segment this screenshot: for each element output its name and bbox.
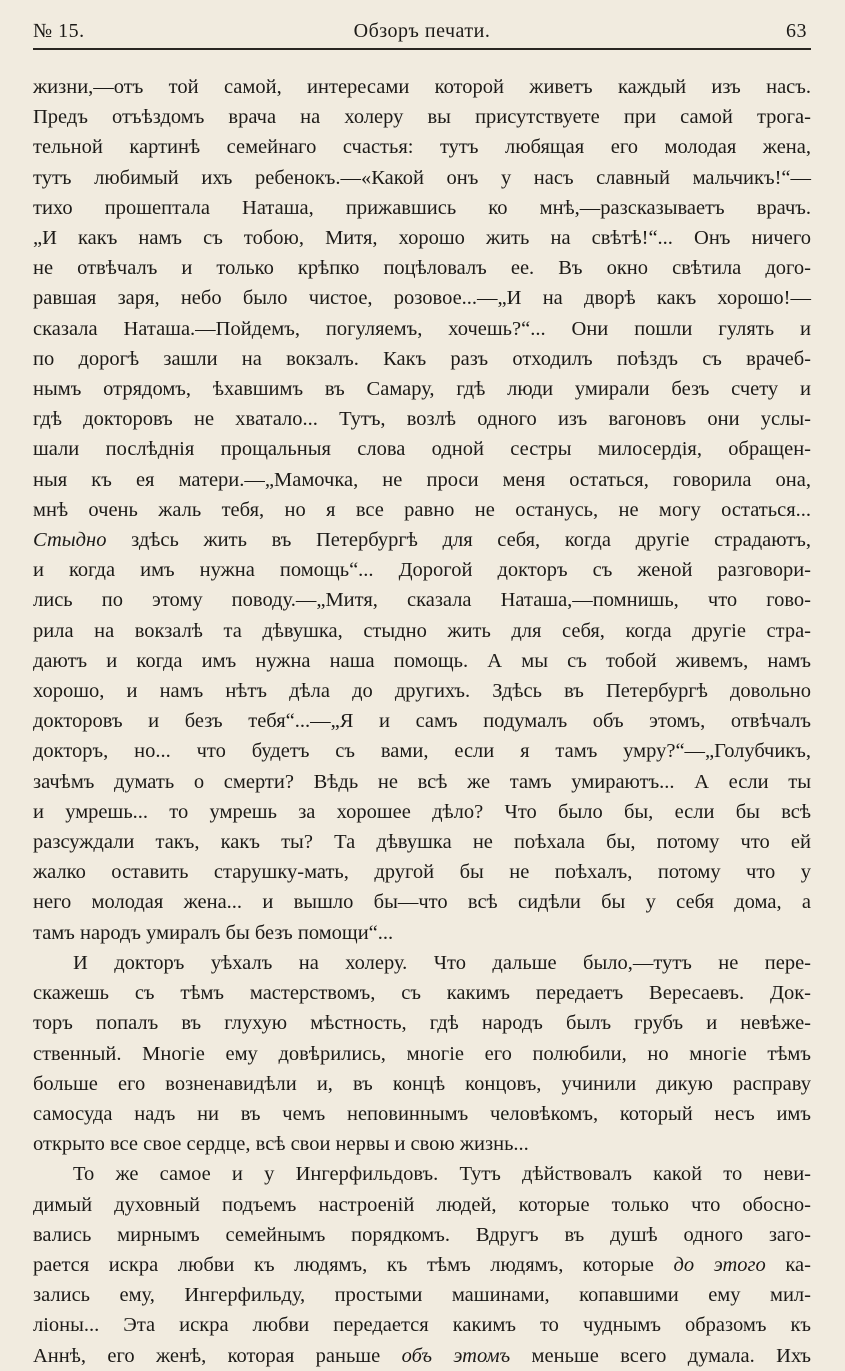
text-line bbox=[33, 616, 811, 646]
text-line bbox=[33, 1159, 811, 1189]
line-text: рила на вокзалѣ та дѣвушка, стыдно жить для себя, когда другіе стра- bbox=[33, 619, 811, 642]
article-body bbox=[33, 72, 811, 1371]
text-line bbox=[33, 1220, 811, 1250]
text-line bbox=[33, 404, 811, 434]
text-line bbox=[33, 978, 811, 1008]
line-text: докторовъ и безъ тебя“...—„Я и самъ подумалъ объ этомъ, отвѣчалъ bbox=[33, 710, 811, 733]
line-text: открыто все свое сердце, всѣ свои нервы и свою жизнь... bbox=[33, 1133, 529, 1156]
line-text: жалко оставить старушку-мать, другой бы не поѣхалъ, потому что у bbox=[33, 861, 811, 884]
line-text: тамъ народъ умиралъ бы безъ помощи“... bbox=[33, 921, 394, 944]
line-text: гдѣ докторовъ не хватало... Тутъ, возлѣ одного изъ вагоновъ они услы- bbox=[33, 408, 811, 431]
line-text: „И какъ намъ съ тобою, Митя, хорошо жить на свѣтѣ!“... Онъ ничего bbox=[33, 227, 811, 250]
line-text: больше его возненавидѣли и, въ концѣ концовъ, учинили дикую расправу bbox=[33, 1072, 811, 1095]
line-text: тихо прошептала Наташа, прижавшись ко мнѣ,—разсказываетъ врачъ. bbox=[33, 196, 811, 219]
page-header bbox=[33, 0, 811, 52]
text-line bbox=[33, 314, 811, 344]
line-text: вались мирнымъ семейнымъ порядкомъ. Вдругъ въ душѣ одного заго- bbox=[33, 1223, 811, 1246]
line-text: ка- bbox=[765, 1253, 811, 1276]
line-text: зались ему, Ингерфильду, простыми машинами, копавшими ему мил- bbox=[33, 1284, 811, 1307]
text-line bbox=[33, 1250, 811, 1280]
line-text: И докторъ уѣхалъ на холеру. Что дальше было,—тутъ не пере- bbox=[73, 951, 811, 974]
line-text: и когда имъ нужна помощь“... Дорогой докторъ съ женой разговори- bbox=[33, 559, 811, 582]
line-text: ныя къ ея матери.—„Мамочка, не проси меня остаться, говорила она, bbox=[33, 468, 811, 491]
line-text: меньше всего думала. Ихъ bbox=[510, 1344, 812, 1367]
text-line bbox=[33, 585, 811, 615]
text-line bbox=[33, 857, 811, 887]
header-rule bbox=[33, 48, 811, 50]
line-text: даютъ и когда имъ нужна наша помощь. А мы съ тобой живемъ, намъ bbox=[33, 649, 811, 672]
line-text: здѣсь жить въ Петербургѣ для себя, когда другіе страдаютъ, bbox=[106, 529, 811, 552]
running-title: Обзоръ печати. bbox=[353, 20, 491, 42]
line-text: ственный. Многіе ему довѣрились, многіе его полюбили, но многіе тѣмъ bbox=[33, 1042, 811, 1065]
text-line bbox=[33, 132, 811, 162]
page-number: 63 bbox=[786, 20, 807, 42]
line-text: То же самое и у Ингерфильдовъ. Тутъ дѣйствовалъ какой то неви- bbox=[73, 1163, 811, 1186]
line-text: докторъ, но... что будетъ съ вами, если я тамъ умру?“—„Голубчикъ, bbox=[33, 740, 811, 763]
text-line bbox=[33, 918, 811, 948]
text-line bbox=[33, 1280, 811, 1310]
line-text: сказала Наташа.—Пойдемъ, погуляемъ, хочешь?“... Они пошли гулять и bbox=[33, 317, 811, 340]
line-text: шали послѣднія прощальныя слова одной сестры милосердія, обращен- bbox=[33, 438, 811, 461]
line-text: мнѣ очень жаль тебя, но я все равно не останусь, не могу остаться... bbox=[33, 498, 811, 521]
line-text: Аннѣ, его женѣ, которая раньше bbox=[33, 1344, 402, 1367]
text-line bbox=[33, 887, 811, 917]
line-text: нымъ отрядомъ, ѣхавшимъ въ Самару, гдѣ люди умирали безъ счету и bbox=[33, 378, 811, 401]
text-line bbox=[33, 1039, 811, 1069]
text-line bbox=[33, 344, 811, 374]
italic-emphasis: объ этомъ bbox=[401, 1344, 511, 1367]
line-text: жизни,—отъ той самой, интересами которой живетъ каждый изъ насъ. bbox=[33, 76, 811, 98]
line-text: и умрешь... то умрешь за хорошее дѣло? Что было бы, если бы всѣ bbox=[33, 800, 811, 823]
text-line bbox=[33, 676, 811, 706]
paragraph bbox=[33, 948, 811, 1159]
text-line bbox=[33, 1069, 811, 1099]
line-text: разсуждали такъ, какъ ты? Та дѣвушка не поѣхала бы, потому что ей bbox=[33, 831, 811, 854]
text-line bbox=[33, 253, 811, 283]
text-line bbox=[33, 1341, 811, 1371]
line-text: равшая заря, небо было чистое, розовое...—„И на дворѣ какъ хорошо!— bbox=[33, 287, 811, 310]
text-line bbox=[33, 1190, 811, 1220]
text-line bbox=[33, 1008, 811, 1038]
line-text: Предъ отъѣздомъ врача на холеру вы присутствуете при самой трога- bbox=[33, 106, 811, 129]
paragraph bbox=[33, 1159, 811, 1370]
italic-emphasis: Стыдно bbox=[33, 529, 107, 552]
text-line bbox=[33, 555, 811, 585]
italic-emphasis: до этого bbox=[673, 1253, 766, 1276]
text-line bbox=[33, 223, 811, 253]
text-line bbox=[33, 193, 811, 223]
text-line bbox=[33, 1129, 811, 1159]
line-text: хорошо, и намъ нѣтъ дѣла до другихъ. Здѣсь въ Петербургѣ довольно bbox=[33, 680, 811, 703]
text-line bbox=[33, 434, 811, 464]
text-line bbox=[33, 797, 811, 827]
text-line bbox=[33, 72, 811, 102]
text-line bbox=[33, 948, 811, 978]
text-line bbox=[33, 1099, 811, 1129]
paragraph bbox=[33, 72, 811, 948]
line-text: самосуда надъ ни въ чемъ неповиннымъ человѣкомъ, который несъ имъ bbox=[33, 1102, 811, 1125]
text-line bbox=[33, 525, 811, 555]
text-line bbox=[33, 736, 811, 766]
line-text: торъ попалъ въ глухую мѣстность, гдѣ народъ былъ грубъ и невѣже- bbox=[33, 1012, 811, 1035]
text-line bbox=[33, 495, 811, 525]
text-line bbox=[33, 283, 811, 313]
text-line bbox=[33, 767, 811, 797]
line-text: по дорогѣ зашли на вокзалъ. Какъ разъ отходилъ поѣздъ съ врачеб- bbox=[33, 347, 811, 370]
line-text: не отвѣчалъ и только крѣпко поцѣловалъ ее. Въ окно свѣтила дого- bbox=[33, 257, 811, 280]
text-line bbox=[33, 102, 811, 132]
text-line bbox=[33, 374, 811, 404]
text-line bbox=[33, 827, 811, 857]
line-text: зачѣмъ думать о смерти? Вѣдь не всѣ же тамъ умираютъ... А если ты bbox=[33, 770, 811, 793]
text-line bbox=[33, 706, 811, 736]
line-text: димый духовный подъемъ настроеній людей, которые только что обосно- bbox=[33, 1193, 811, 1216]
line-text: тутъ любимый ихъ ребенокъ.—«Какой онъ у насъ славный мальчикъ!“— bbox=[33, 166, 811, 189]
line-text: рается искра любви къ людямъ, къ тѣмъ людямъ, которые bbox=[33, 1253, 674, 1276]
line-text: ліоны... Эта искра любви передается какимъ то чуднымъ образомъ къ bbox=[33, 1314, 811, 1337]
text-line bbox=[33, 163, 811, 193]
text-line bbox=[33, 465, 811, 495]
issue-number: № 15. bbox=[33, 20, 85, 42]
line-text: скажешь съ тѣмъ мастерствомъ, съ какимъ передаетъ Вересаевъ. Док- bbox=[33, 982, 811, 1005]
line-text: тельной картинѣ семейнаго счастья: тутъ любящая его молодая жена, bbox=[33, 136, 811, 159]
line-text: него молодая жена... и вышло бы—что всѣ сидѣли бы у себя дома, а bbox=[33, 891, 811, 914]
text-line bbox=[33, 1310, 811, 1340]
text-line bbox=[33, 646, 811, 676]
line-text: лись по этому поводу.—„Митя, сказала Наташа,—помнишь, что гово- bbox=[33, 589, 811, 612]
